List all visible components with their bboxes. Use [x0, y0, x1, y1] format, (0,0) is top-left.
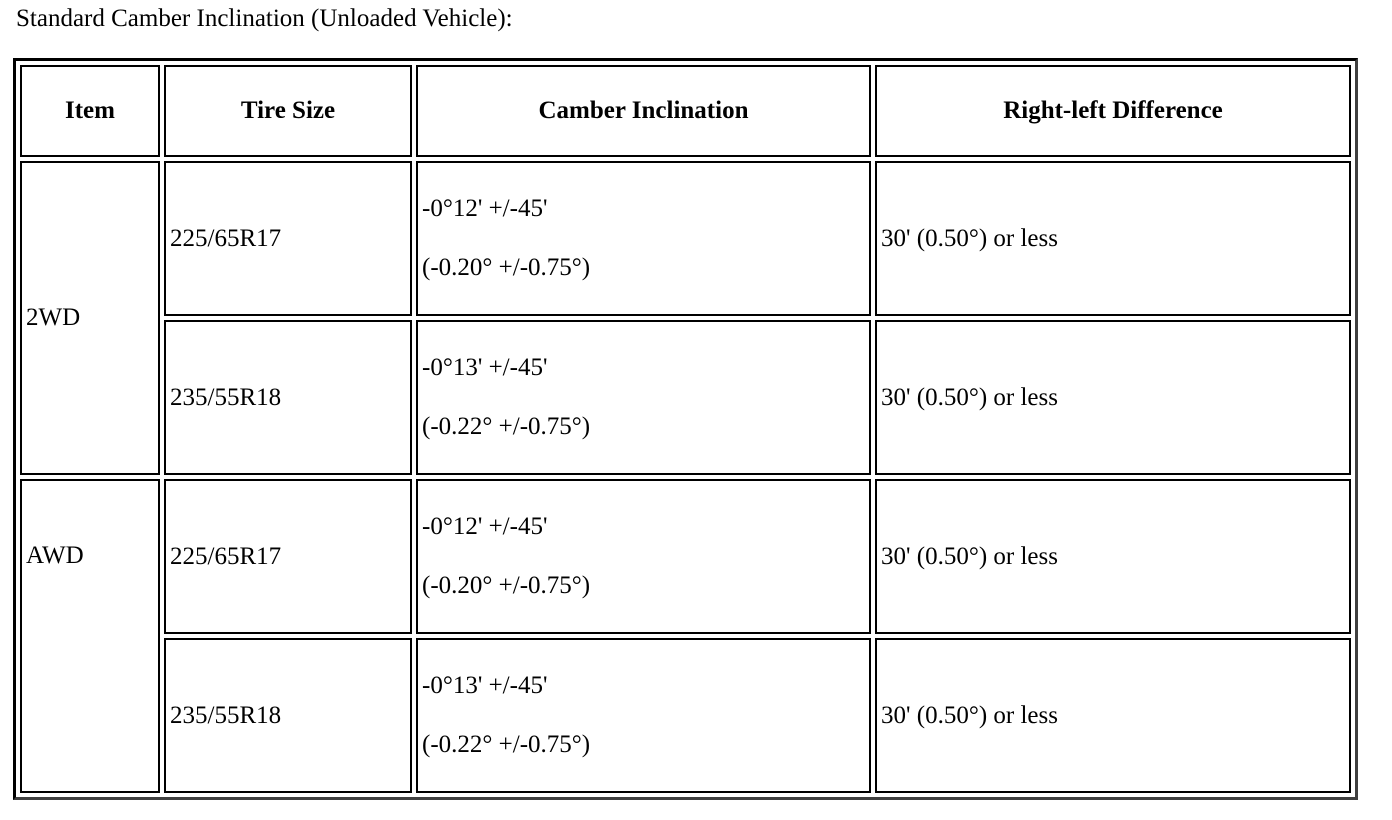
camber-secondary-value: (-0.20° +/-0.75°)	[422, 254, 591, 281]
tire-size-cell: 235/55R18	[164, 638, 412, 793]
camber-inclination-cell	[416, 479, 871, 634]
right-left-difference-cell: 30' (0.50°) or less	[875, 479, 1351, 634]
camber-inclination-cell	[416, 161, 871, 316]
column-header-camber-inclination: Camber Inclination	[416, 65, 871, 157]
tire-size-cell: 235/55R18	[164, 320, 412, 475]
right-left-difference-cell: 30' (0.50°) or less	[875, 638, 1351, 793]
camber-primary-value: -0°13' +/-45'	[422, 672, 548, 699]
camber-primary-value: -0°12' +/-45'	[422, 195, 548, 222]
camber-secondary-value: (-0.22° +/-0.75°)	[422, 413, 591, 440]
table-row	[20, 161, 1351, 316]
camber-inclination-cell	[416, 638, 871, 793]
right-left-difference-cell: 30' (0.50°) or less	[875, 161, 1351, 316]
camber-spec-table	[13, 58, 1358, 800]
header-row	[20, 65, 1351, 157]
table-row	[20, 638, 1351, 793]
camber-inclination-cell	[416, 320, 871, 475]
page-title: Standard Camber Inclination (Unloaded Vehicle):	[16, 5, 513, 32]
camber-primary-value: -0°13' +/-45'	[422, 354, 548, 381]
camber-secondary-value: (-0.20° +/-0.75°)	[422, 572, 591, 599]
item-cell-awd: AWD	[20, 479, 160, 793]
tire-size-cell: 225/65R17	[164, 161, 412, 316]
column-header-tire-size: Tire Size	[164, 65, 412, 157]
right-left-difference-cell: 30' (0.50°) or less	[875, 320, 1351, 475]
item-cell-2wd: 2WD	[20, 161, 160, 475]
camber-primary-value: -0°12' +/-45'	[422, 513, 548, 540]
column-header-right-left-difference: Right-left Difference	[875, 65, 1351, 157]
camber-secondary-value: (-0.22° +/-0.75°)	[422, 731, 591, 758]
table-row	[20, 479, 1351, 634]
tire-size-cell: 225/65R17	[164, 479, 412, 634]
table-row	[20, 320, 1351, 475]
column-header-item: Item	[20, 65, 160, 157]
